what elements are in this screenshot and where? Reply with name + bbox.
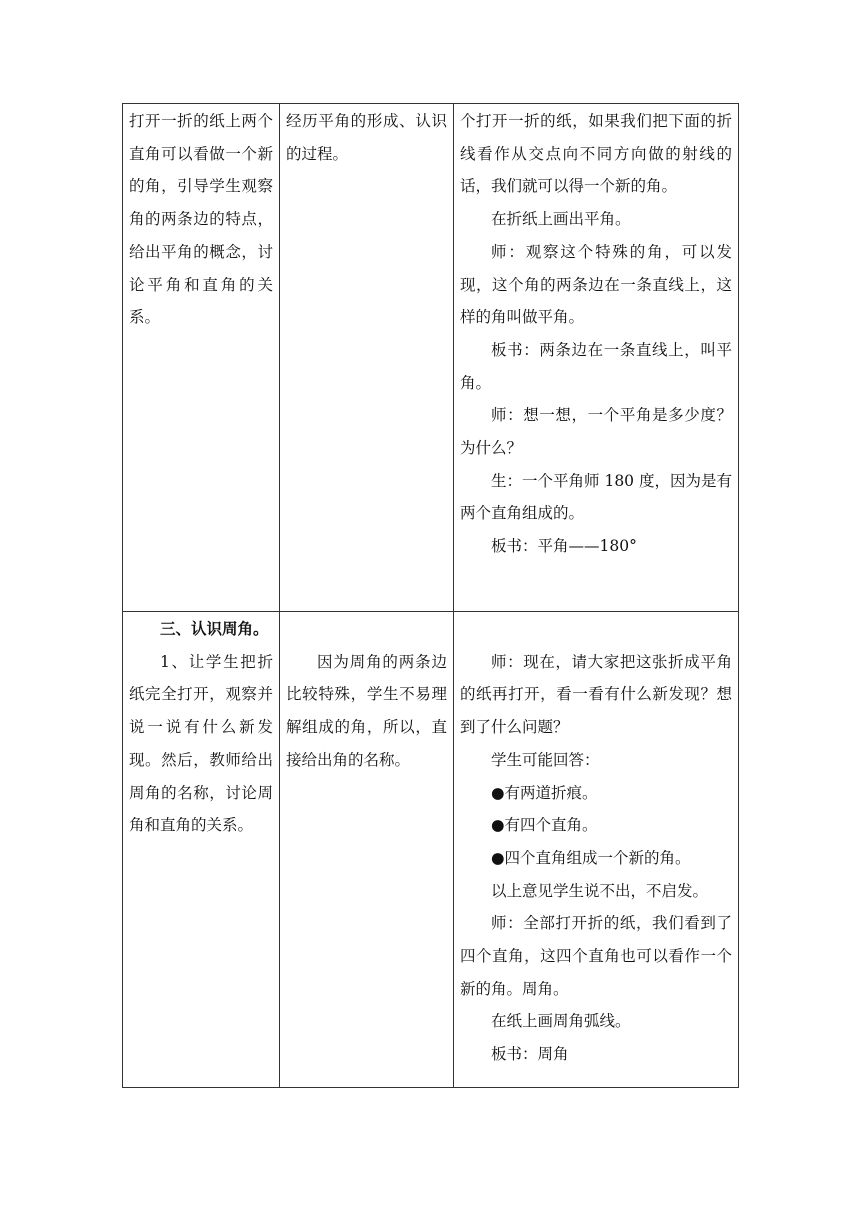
paragraph: ●有四个直角。 (491, 816, 598, 835)
table-row (123, 612, 739, 1088)
teaching-activity-cell (123, 612, 280, 1088)
spacer (286, 613, 447, 646)
classroom-process-cell (454, 612, 739, 1088)
paragraph: 在纸上画周角弧线。 (491, 1012, 631, 1031)
paragraph: 板书：周角 (491, 1045, 569, 1064)
teaching-activity-cell (123, 104, 280, 612)
paragraph: 学生可能回答： (491, 750, 600, 769)
paragraph: 以上意见学生说不出，不启发。 (491, 881, 709, 900)
paragraph: 板书：两条边在一条直线上，叫平角。 (460, 340, 732, 392)
paragraph: 个打开一折的纸，如果我们把下面的折线看作从交点向不同方向做的射线的话，我们就可以得一个新的角。 (460, 112, 732, 196)
paragraph: ●有两道折痕。 (491, 783, 598, 802)
cell-text: 经历平角的形成、认识的过程。 (286, 112, 447, 163)
lesson-plan-table (122, 103, 739, 1088)
paragraph: 师：现在，请大家把这张折成平角的纸再打开，看一看有什么新发现？想到了什么问题？ (460, 652, 732, 737)
cell-text: 1、让学生把折纸完全打开，观察并说一说有什么新发现。然后，教师给出周角的名称，讨论周角和直角的关系。 (129, 652, 273, 835)
design-intent-cell (280, 104, 454, 612)
paragraph: 师：全部打开折的纸，我们看到了四个直角，这四个直角也可以看作一个新的角。周角。 (460, 914, 732, 998)
paragraph: 板书：平角——180° (491, 537, 637, 556)
paragraph: 生：一个平角师 180 度，因为是有两个直角组成的。 (460, 471, 732, 523)
section-heading: 三、认识周角。 (160, 620, 269, 638)
paragraph: 在折纸上画出平角。 (491, 210, 631, 229)
cell-text: 打开一折的纸上两个直角可以看做一个新的角，引导学生观察角的两条边的特点，给出平角的概念，讨论平角和直角的关系。 (129, 112, 273, 327)
design-intent-cell (280, 612, 454, 1088)
spacer (460, 613, 732, 646)
paragraph: ●四个直角组成一个新的角。 (491, 848, 691, 867)
classroom-process-cell (454, 104, 739, 612)
table-row (123, 104, 739, 612)
cell-text: 因为周角的两条边比较特殊，学生不易理解组成的角，所以，直接给出角的名称。 (286, 652, 447, 769)
paragraph: 师：想一想，一个平角是多少度？为什么？ (460, 406, 732, 458)
paragraph: 师：观察这个特殊的角，可以发现，这个角的两条边在一条直线上，这样的角叫做平角。 (460, 242, 732, 327)
